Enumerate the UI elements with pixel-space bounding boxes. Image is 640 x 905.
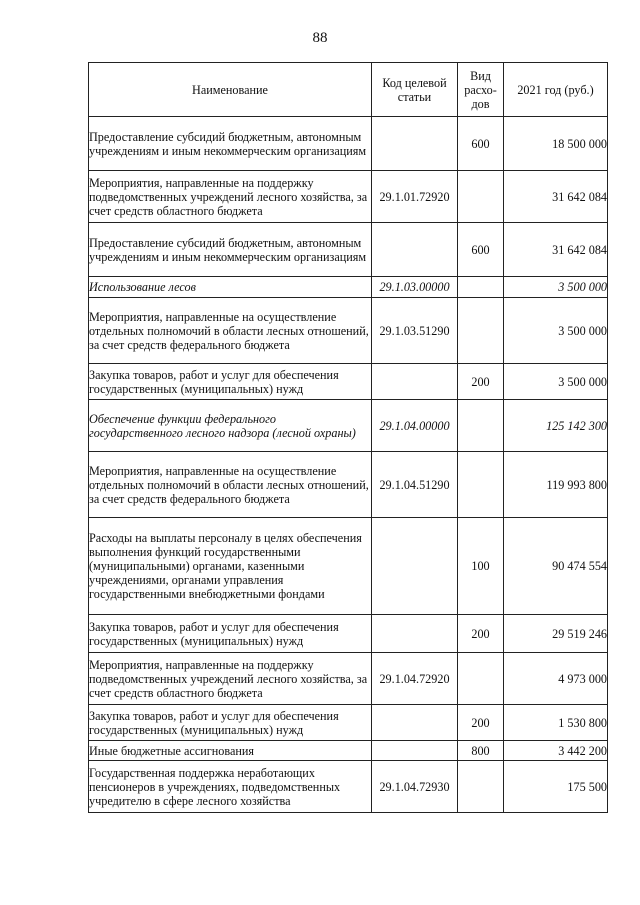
row-kind-cell bbox=[458, 400, 504, 452]
row-kind-cell bbox=[458, 277, 504, 298]
budget-table bbox=[88, 62, 608, 813]
row-sum-cell: 31 642 084 bbox=[504, 171, 608, 223]
row-code-cell: 29.1.04.00000 bbox=[372, 400, 458, 452]
header-sum: 2021 год (руб.) bbox=[504, 63, 608, 117]
table-body bbox=[89, 117, 608, 813]
row-kind-cell: 600 bbox=[458, 223, 504, 277]
row-code-cell: 29.1.04.72920 bbox=[372, 653, 458, 705]
row-sum-cell: 119 993 800 bbox=[504, 452, 608, 518]
row-name-cell: Государственная поддержка неработающих пенсионеров в учреждениях, подведомственных учредителю в сфере лесного хозяйства bbox=[89, 761, 372, 813]
row-name-cell: Мероприятия, направленные на поддержку подведомственных учреждений лесного хозяйства, за счет средств областного бюджета bbox=[89, 653, 372, 705]
row-code-cell bbox=[372, 741, 458, 761]
row-name-cell: Расходы на выплаты персоналу в целях обеспечения выполнения функций государственными (муниципальными) органами, казенными учреждениями, органами управления государственными внебюджетными фондами bbox=[89, 518, 372, 615]
row-code-cell bbox=[372, 117, 458, 171]
header-kind: Вид расхо-дов bbox=[458, 63, 504, 117]
row-kind-cell bbox=[458, 298, 504, 364]
row-name-cell: Мероприятия, направленные на поддержку подведомственных учреждений лесного хозяйства, за счет средств областного бюджета bbox=[89, 171, 372, 223]
row-sum-cell: 90 474 554 bbox=[504, 518, 608, 615]
row-kind-cell bbox=[458, 452, 504, 518]
row-kind-cell: 100 bbox=[458, 518, 504, 615]
header-code: Код целевой статьи bbox=[372, 63, 458, 117]
row-sum-cell: 125 142 300 bbox=[504, 400, 608, 452]
table-row bbox=[89, 171, 608, 223]
row-code-cell bbox=[372, 223, 458, 277]
row-kind-cell: 200 bbox=[458, 615, 504, 653]
row-kind-cell: 200 bbox=[458, 705, 504, 741]
row-code-cell: 29.1.03.51290 bbox=[372, 298, 458, 364]
row-sum-cell: 175 500 bbox=[504, 761, 608, 813]
row-kind-cell bbox=[458, 171, 504, 223]
row-code-cell: 29.1.01.72920 bbox=[372, 171, 458, 223]
row-code-cell: 29.1.04.72930 bbox=[372, 761, 458, 813]
row-sum-cell: 31 642 084 bbox=[504, 223, 608, 277]
row-name-cell: Закупка товаров, работ и услуг для обеспечения государственных (муниципальных) нужд bbox=[89, 705, 372, 741]
row-name-cell: Иные бюджетные ассигнования bbox=[89, 741, 372, 761]
row-sum-cell: 1 530 800 bbox=[504, 705, 608, 741]
row-sum-cell: 3 500 000 bbox=[504, 277, 608, 298]
row-sum-cell: 18 500 000 bbox=[504, 117, 608, 171]
row-sum-cell: 29 519 246 bbox=[504, 615, 608, 653]
row-sum-cell: 3 500 000 bbox=[504, 364, 608, 400]
row-name-cell: Использование лесов bbox=[89, 277, 372, 298]
table-row bbox=[89, 653, 608, 705]
row-sum-cell: 4 973 000 bbox=[504, 653, 608, 705]
row-kind-cell: 200 bbox=[458, 364, 504, 400]
table-row bbox=[89, 761, 608, 813]
table-row bbox=[89, 277, 608, 298]
row-code-cell bbox=[372, 705, 458, 741]
row-kind-cell: 600 bbox=[458, 117, 504, 171]
row-name-cell: Предоставление субсидий бюджетным, автономным учреждениям и иным некоммерческим организациям bbox=[89, 117, 372, 171]
row-code-cell bbox=[372, 364, 458, 400]
row-code-cell: 29.1.04.51290 bbox=[372, 452, 458, 518]
row-code-cell bbox=[372, 615, 458, 653]
row-code-cell: 29.1.03.00000 bbox=[372, 277, 458, 298]
row-name-cell: Мероприятия, направленные на осуществление отдельных полномочий в области лесных отношений, за счет средств федерального бюджета bbox=[89, 452, 372, 518]
table-row bbox=[89, 741, 608, 761]
row-sum-cell: 3 442 200 bbox=[504, 741, 608, 761]
table-row bbox=[89, 364, 608, 400]
row-code-cell bbox=[372, 518, 458, 615]
table-row bbox=[89, 518, 608, 615]
row-name-cell: Закупка товаров, работ и услуг для обеспечения государственных (муниципальных) нужд bbox=[89, 364, 372, 400]
row-kind-cell bbox=[458, 653, 504, 705]
table-row bbox=[89, 117, 608, 171]
page-number: 88 bbox=[312, 30, 328, 46]
row-kind-cell bbox=[458, 761, 504, 813]
table-row bbox=[89, 615, 608, 653]
header-name: Наименование bbox=[89, 63, 372, 117]
table-row bbox=[89, 452, 608, 518]
row-kind-cell: 800 bbox=[458, 741, 504, 761]
table-row bbox=[89, 298, 608, 364]
row-name-cell: Обеспечение функции федерального государственного лесного надзора (лесной охраны) bbox=[89, 400, 372, 452]
row-sum-cell: 3 500 000 bbox=[504, 298, 608, 364]
table-header-row bbox=[89, 63, 608, 117]
row-name-cell: Закупка товаров, работ и услуг для обеспечения государственных (муниципальных) нужд bbox=[89, 615, 372, 653]
table-row bbox=[89, 400, 608, 452]
row-name-cell: Мероприятия, направленные на осуществление отдельных полномочий в области лесных отношений, за счет средств федерального бюджета bbox=[89, 298, 372, 364]
table-row bbox=[89, 223, 608, 277]
row-name-cell: Предоставление субсидий бюджетным, автономным учреждениям и иным некоммерческим организациям bbox=[89, 223, 372, 277]
table-row bbox=[89, 705, 608, 741]
